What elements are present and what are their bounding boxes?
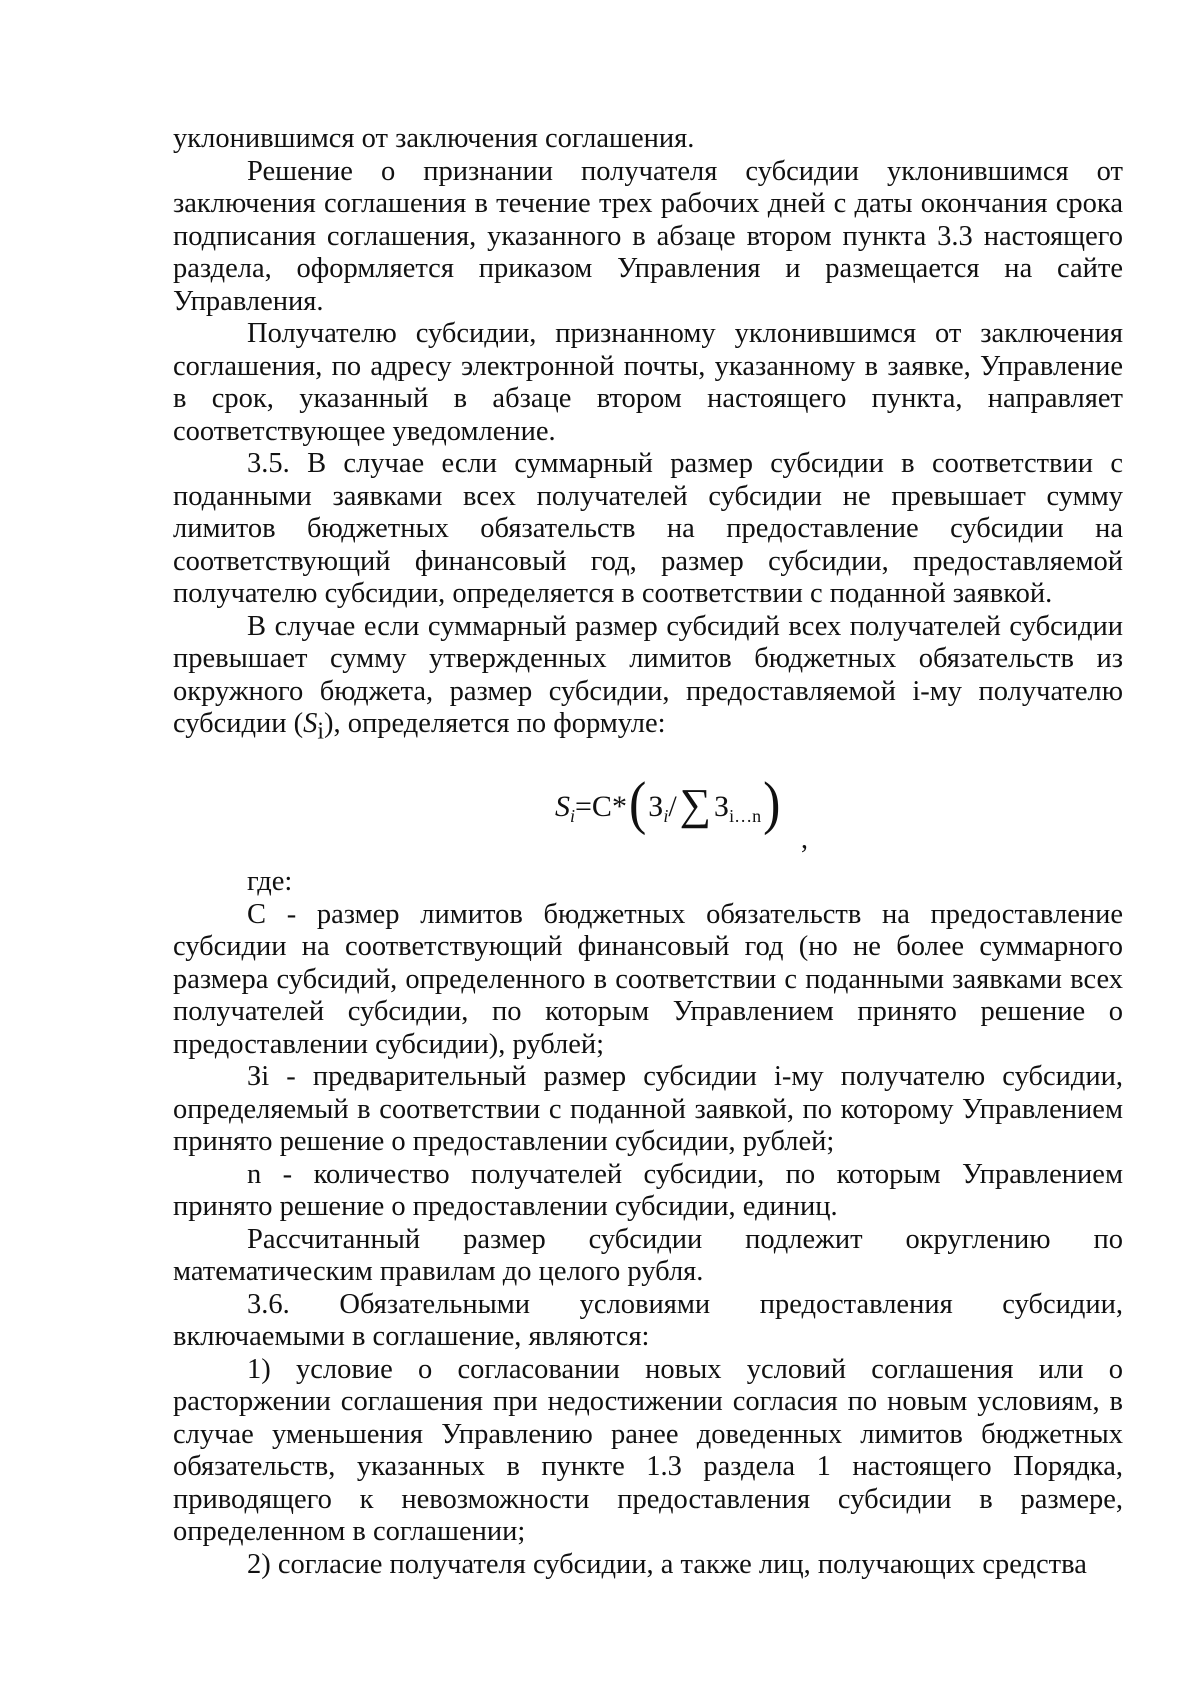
formula-intro-variable: S: [303, 708, 318, 739]
subsidy-formula: [555, 770, 782, 837]
where-label: где:: [247, 866, 293, 898]
formula-term: З: [648, 790, 664, 824]
paragraph: Получателю субсидии, признанному уклонившимся от заключения соглашения, по адресу электронной почты, указанному в заявке, Управление в срок, указанный в абзаце втором настоящего пункта, направляет соответствующее уведомление.: [173, 318, 1123, 447]
paragraph: Зi - предварительный размер субсидии i-му получателю субсидии, определяемый в соответствии с поданной заявкой, по которому Управлением принято решение о предоставлении субсидии, рублей;: [173, 1061, 1123, 1158]
formula-lhs-subscript: i: [570, 806, 576, 827]
formula-lhs: S: [555, 790, 570, 824]
formula-intro-paragraph: [173, 611, 1123, 749]
paragraph: 1) условие о согласовании новых условий соглашения или о расторжении соглашения при недостижении согласия по новым условиям, в случае уменьшения Управлению ранее доведенных лимитов бюджетных обязательств, указанных в пункте 1.3 раздела 1 настоящего Порядка, приводящего к невозможности предоставления субсидии в размере, определенном в соглашении;: [173, 1353, 1123, 1548]
paragraph: n - количество получателей субсидии, по которым Управлением принято решение о предоставлении субсидии, единиц.: [173, 1158, 1123, 1223]
formula-sum-subscript: i…n: [729, 806, 762, 827]
paragraph: Рассчитанный размер субсидии подлежит округлению по математическим правилам до целого рубля.: [173, 1223, 1123, 1288]
paragraph: 3.5. В случае если суммарный размер субсидии в соответствии с поданными заявками всех получателей субсидии не превышает сумму лимитов бюджетных обязательств на предоставление субсидии на соответствующий финансовый год, размер субсидии, предоставляемой получателю субсидии, определяется в соответствии с поданной заявкой.: [173, 448, 1123, 609]
paragraph: уклонившимся от заключения соглашения.: [173, 123, 695, 154]
formula-trailing-comma: ,: [801, 824, 808, 856]
formula-open-paren: (: [628, 770, 647, 837]
formula-block: [173, 748, 1123, 866]
paragraph: Решение о признании получателя субсидии уклонившимся от заключения соглашения в течение трех рабочих дней с даты окончания срока подписания соглашения, указанного в абзаце втором пункта 3.3 настоящего раздела, оформляется приказом Управления и размещается на сайте Управления.: [173, 155, 1123, 317]
formula-equals-c: =С*: [575, 790, 627, 824]
paragraph: С - размер лимитов бюджетных обязательств на предоставление субсидии на соответствующий финансовый год (но не более суммарного размера субсидий, определенного в соответствии с поданными заявками всех получателей субсидии, по которым Управлением принято решение о предоставлении субсидии), рублей;: [173, 898, 1123, 1060]
document-body: [173, 123, 1123, 1581]
summation-icon: ∑: [679, 780, 712, 830]
formula-term-subscript: i: [663, 806, 669, 827]
paragraph: 3.6. Обязательными условиями предоставления субсидии, включаемыми в соглашение, являются:: [173, 1288, 1123, 1353]
formula-intro-text: В случае если суммарный размер субсидий всех получателей субсидии превышает сумму утвержденных лимитов бюджетных обязательств из окружного бюджета, размер субсидии, предоставляемой i-му получателю субсидии (: [173, 610, 1123, 739]
formula-intro-variable-subscript: i: [317, 718, 325, 745]
formula-close-paren: ): [763, 770, 781, 837]
paragraph: 2) согласие получателя субсидии, а также лиц, получающих средства: [247, 1548, 1087, 1580]
formula-intro-text-end: ), определяется по формуле:: [324, 708, 666, 739]
formula-slash: /: [668, 790, 677, 824]
formula-sum-term: З: [714, 790, 730, 824]
